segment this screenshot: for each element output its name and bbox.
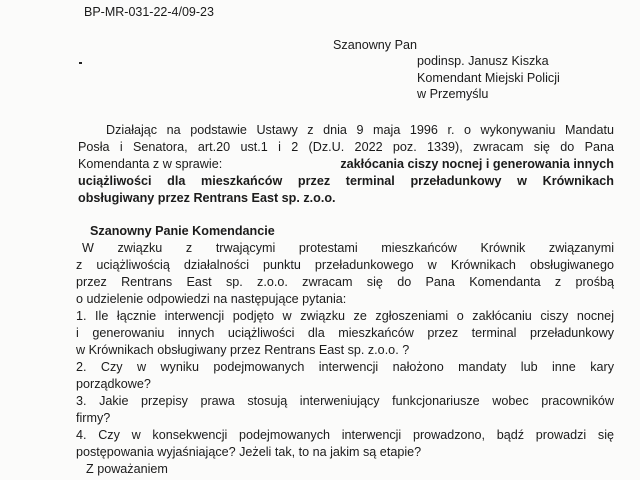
reference-number: BP-MR-031-22-4/09-23 bbox=[84, 5, 214, 19]
body-line-3: przez Rentrans East sp. z.o.o. zwracam się do Pana Komendanta z prośbą bbox=[76, 275, 614, 289]
body-line-2: z uciążliwością działalności punktu przeładunkowego w Krównikach obsługiwanego bbox=[76, 258, 614, 272]
subject-bold-2: uciążliwości dla mieszkańców przez terminal przeładunkowy w Krównikach bbox=[78, 174, 614, 188]
question-3-line-1: 3. Jakie przepisy prawa stosują interweniujący funkcjonariusze wobec pracowników bbox=[76, 394, 614, 408]
question-4-line-2: postępowania wyjaśniające? Jeżeli tak, to na jakim są etapie? bbox=[76, 445, 422, 459]
recipient-title: Komendant Miejski Policji bbox=[417, 71, 560, 85]
recipient-name: podinsp. Janusz Kiszka bbox=[417, 54, 549, 68]
salutation: Szanowny Panie Komendancie bbox=[90, 224, 275, 238]
body-line-1: W związku z trwającymi protestami mieszkańców Krównik związanymi bbox=[82, 241, 614, 255]
intro-line-3-plain: Komendanta z w sprawie: bbox=[78, 157, 223, 171]
scan-mark bbox=[79, 62, 82, 64]
question-1-line-1: 1. Ile łącznie interwencji podjęto w związku ze zgłoszeniami o zakłócaniu ciszy nocnej bbox=[76, 309, 614, 323]
greeting: Szanowny Pan bbox=[333, 38, 418, 52]
intro-line-2: Posła i Senatora, art.20 ust.1 i 2 (Dz.U. 2022 poz. 1339), zwracam się do Pana bbox=[78, 140, 614, 154]
question-4-line-1: 4. Czy w konsekwencji podejmowanych interwencji prowadzono, bądź prowadzi się bbox=[76, 428, 614, 442]
closing: Z poważaniem bbox=[86, 462, 168, 476]
recipient-city: w Przemyślu bbox=[417, 87, 489, 101]
subject-bold-3: obsługiwany przez Rentrans East sp. z.o.o. bbox=[78, 191, 336, 205]
subject-bold-1: zakłócania ciszy nocnej i generowania innych bbox=[340, 157, 614, 171]
question-2-line-2: porządkowe? bbox=[76, 377, 151, 391]
question-2-line-1: 2. Czy w wyniku podejmowanych interwencji nałożono mandaty lub inne kary bbox=[76, 360, 614, 374]
question-3-line-2: firmy? bbox=[76, 411, 111, 425]
intro-line-1: Działając na podstawie Ustawy z dnia 9 maja 1996 r. o wykonywaniu Mandatu bbox=[106, 123, 614, 137]
question-1-line-2: i generowaniu innych uciążliwości dla mieszkańców przez terminal przeładunkowy bbox=[76, 326, 614, 340]
question-1-line-3: w Krównikach obsługiwany przez Rentrans East sp. z.o.o. ? bbox=[76, 343, 410, 357]
body-line-4: o udzielenie odpowiedzi na następujące pytania: bbox=[76, 292, 347, 306]
intro-line-3 bbox=[78, 157, 614, 172]
